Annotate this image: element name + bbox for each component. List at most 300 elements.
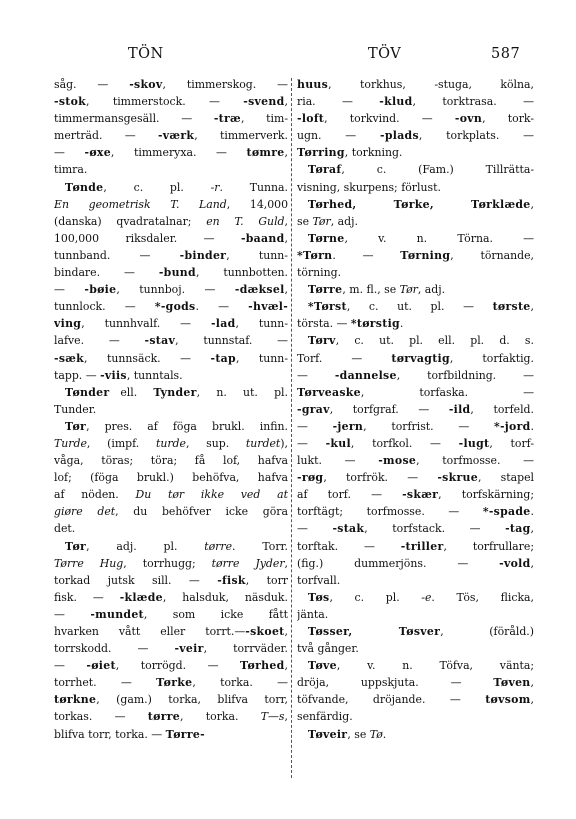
headword: Tørring (297, 146, 345, 160)
definition-text: , v. n. Töfva, vänta; (336, 659, 534, 673)
headword: -øxe (84, 146, 111, 160)
dictionary-line (297, 350, 534, 367)
definition-text: , torkhus, -stuga, kölna, (328, 78, 534, 91)
column-divider (291, 78, 292, 778)
dictionary-line (54, 589, 288, 606)
definition-text: , torfeld. (470, 402, 534, 416)
definition-text: , tork- (482, 112, 534, 126)
dictionary-line (54, 657, 288, 674)
definition-text: , 14,000 (226, 197, 288, 211)
definition-text: Tunder. (54, 402, 97, 416)
dictionary-line (297, 384, 534, 401)
definition-text (297, 591, 308, 604)
definition-text: , tim- (240, 112, 288, 126)
headword: Tør (64, 539, 87, 553)
definition-text: jänta. (297, 607, 329, 621)
dictionary-line (54, 606, 288, 623)
definition-text: , timmeryxa. — (110, 146, 247, 160)
italic-text: Tør (399, 283, 418, 297)
definition-text (297, 728, 308, 741)
definition-text: , v. n. Törna. — (344, 231, 534, 245)
definition-text: , torfrullare; (443, 539, 534, 553)
definition-text: , (284, 556, 288, 570)
definition-text: . (399, 317, 404, 331)
definition-text: . (530, 505, 534, 519)
headword: -dannelse (334, 368, 397, 382)
definition-text: 100,000 riksdaler. — (54, 231, 241, 245)
headword: Tøven (493, 676, 531, 690)
dictionary-line (297, 196, 534, 213)
dictionary-line (297, 623, 534, 640)
definition-text (54, 540, 65, 553)
definition-text: ), (280, 436, 288, 450)
headword: -baand (240, 231, 285, 245)
definition-text: — (54, 146, 85, 160)
definition-text: . — (332, 248, 401, 262)
headword: -triller (400, 539, 444, 553)
definition-text: timmermansgesäll. — (54, 112, 214, 126)
definition-text: , torrväder. (203, 642, 288, 656)
dictionary-line (297, 572, 534, 589)
headword: Tørhed, Tørke, Tørklæde (307, 197, 531, 211)
dictionary-line (54, 144, 288, 161)
definition-text: , torfrök. — (323, 471, 438, 485)
definition-text: , pres. af föga brukl. infin. (86, 419, 288, 433)
dictionary-line (54, 384, 288, 401)
definition-text: , du behöfver icke göra (115, 505, 288, 519)
dictionary-line (54, 230, 288, 247)
headword: -hvæl- (248, 300, 288, 314)
definition-text: fisk. — (54, 590, 120, 604)
headword: Tørke (156, 676, 193, 690)
dictionary-line (54, 281, 288, 298)
headword: Tøsser, Tøsver (307, 625, 441, 638)
headword: -røg (297, 471, 324, 485)
definition-text: , (530, 556, 534, 570)
headword: ving (54, 317, 82, 331)
headword: Tøs (307, 590, 330, 604)
dictionary-line (54, 161, 288, 178)
definition-text: lukt. — (297, 454, 379, 468)
definition-text: blifva torr, torka. — (54, 727, 166, 741)
definition-text: — (54, 659, 87, 673)
headword: -vold (499, 556, 531, 570)
definition-text: , c. pl. (103, 180, 211, 194)
definition-text: , torka. — (192, 676, 288, 690)
headword: Tøve (307, 659, 337, 673)
definition-text: lafve. — (54, 334, 145, 348)
definition-text: , (gam.) torka, blifva torr, (96, 693, 288, 707)
definition-text: , (530, 300, 534, 314)
definition-text: — (54, 283, 85, 297)
dictionary-line (297, 213, 534, 230)
definition-text: våga, töras; töra; få lof, hafva (54, 454, 288, 468)
definition-text: två gånger. (297, 642, 359, 656)
dictionary-line (54, 93, 288, 110)
headword: *-gods (154, 300, 196, 314)
headword: Tør (64, 419, 87, 433)
dictionary-line (297, 332, 534, 349)
definition-text (54, 181, 65, 194)
headword: -skoet (245, 625, 285, 638)
definition-text: , torkvind. — (324, 112, 455, 126)
dictionary-line (297, 657, 534, 674)
definition-text: tunnband. — (54, 248, 180, 262)
dictionary-line (297, 247, 534, 264)
definition-text: — (297, 522, 333, 536)
dictionary-line (54, 196, 288, 213)
definition-text: torkad jutsk sill. — (54, 573, 218, 587)
definition-text: , (284, 659, 288, 673)
headword: -klæde (119, 590, 163, 604)
italic-text: Tø (369, 727, 383, 741)
dictionary-line (54, 555, 288, 572)
dictionary-line (54, 179, 288, 196)
definition-text (297, 625, 308, 638)
dictionary-line (54, 503, 288, 520)
definition-text: , (284, 231, 288, 245)
headword: -bøie (84, 283, 117, 297)
definition-text: , tunnstaf. — (175, 334, 288, 348)
definition-text: af torf. — (297, 488, 403, 502)
definition-text: , törnande, (450, 248, 534, 262)
headword: *Tørst (307, 300, 347, 314)
headword: Tørning (400, 248, 451, 262)
definition-text: , (284, 283, 288, 297)
dictionary-line (54, 401, 288, 418)
definition-text: dröja, uppskjuta. — (297, 676, 494, 690)
dictionary-line (54, 538, 288, 555)
dictionary-line (297, 691, 534, 708)
definition-text: , timmerstock. — (86, 95, 244, 109)
left-column (54, 76, 288, 743)
definition-text: , (530, 693, 534, 707)
definition-text: , torfkol. — (350, 436, 459, 450)
definition-text: , tunnboj. — (116, 283, 235, 297)
dictionary-line (54, 127, 288, 144)
definition-text: , tunn- (235, 351, 288, 365)
dictionary-line (297, 93, 534, 110)
definition-text: (fig.) dummerjöns. — (297, 556, 500, 570)
headword: -lad (210, 317, 236, 331)
definition-text: , torrögd. — (115, 659, 240, 673)
italic-text: Tør (312, 214, 331, 228)
headword: Tønder (64, 385, 110, 399)
dictionary-line (297, 401, 534, 418)
dictionary-line (54, 367, 288, 384)
definition-text (297, 300, 308, 313)
definition-text: , adj. (417, 283, 446, 297)
italic-text: Du tør ikke ved at (135, 488, 288, 502)
headword: tørre (147, 710, 180, 724)
headword: Tørre (307, 283, 343, 297)
dictionary-line (297, 230, 534, 247)
headword: -stok (54, 95, 86, 109)
headword: -ovn (454, 112, 483, 126)
dictionary-line (297, 418, 534, 435)
headword: huus (297, 78, 329, 91)
definition-text: , (impf. (86, 436, 156, 450)
dictionary-line (297, 281, 534, 298)
dictionary-line (297, 469, 534, 486)
headword: -skær (402, 488, 439, 502)
headword: -værk (157, 129, 195, 143)
headword: -skov (129, 78, 163, 91)
definition-text: af nöden. (54, 488, 136, 502)
dictionary-line (297, 179, 534, 196)
dictionary-line (297, 127, 534, 144)
headword: *-jord (493, 419, 531, 433)
definition-text: ell. (109, 385, 154, 399)
definition-text: , torktrasa. — (412, 95, 534, 109)
dictionary-line (54, 298, 288, 315)
header-left-guide-word: TÖN (128, 46, 164, 62)
definition-text: senfärdig. (297, 710, 353, 724)
definition-text: , timmerskog. — (162, 78, 288, 91)
headword: -grav (297, 402, 330, 416)
italic-text: en T. Guld (206, 214, 285, 228)
definition-text: , torfbildning. — (396, 368, 534, 382)
definition-text: ria. — (297, 95, 380, 109)
headword: -bund (158, 266, 196, 280)
headword: tørste (492, 300, 531, 314)
headword: Tørveaske (297, 385, 361, 399)
definition-text: , tunn- (235, 317, 288, 331)
italic-text: tørre (204, 539, 233, 553)
italic-text: turdet (245, 436, 281, 450)
definition-text: , m. fl., se (342, 283, 400, 297)
headword: -sæk (54, 351, 85, 365)
headword: -jern (332, 419, 364, 433)
definition-text: . — (195, 300, 249, 314)
headword: -binder (179, 248, 227, 262)
headword: -dæksel (234, 283, 285, 297)
definition-text: , torfrist. — (363, 419, 494, 433)
dictionary-line (54, 264, 288, 281)
definition-text (54, 386, 65, 399)
definition-text: , (284, 625, 288, 638)
headword: -klud (379, 95, 413, 109)
definition-text: , (284, 710, 288, 724)
definition-text: , n. ut. pl. (196, 385, 288, 399)
right-column (297, 76, 534, 743)
definition-text: (danska) qvadratalnar; (54, 214, 207, 228)
definition-text: törning. (297, 266, 342, 280)
dictionary-line (297, 520, 534, 537)
dictionary-line (54, 350, 288, 367)
definition-text: , torr (245, 573, 288, 587)
definition-text: hvarken vått eller torrt.— (54, 625, 246, 638)
definition-text: , timmerverk. (194, 129, 288, 143)
dictionary-line (297, 674, 534, 691)
headword: tøvsom (485, 693, 531, 707)
italic-text: -r (210, 180, 220, 194)
definition-text: , (530, 676, 534, 690)
italic-text: turde (155, 436, 186, 450)
definition-text: merträd. — (54, 129, 158, 143)
headword: Tønde (64, 180, 104, 194)
headword: -veir (174, 642, 204, 656)
dictionary-line (297, 298, 534, 315)
definition-text: , torka. (180, 710, 261, 724)
definition-text: , c. pl. (329, 590, 422, 604)
definition-text: , (530, 197, 534, 211)
dictionary-line (54, 674, 288, 691)
headword: tørkne (54, 693, 97, 707)
headword: -ild (448, 402, 471, 416)
headword: -tap (210, 351, 236, 365)
definition-text: , c. ut. pl. ell. pl. d. s. (335, 334, 534, 348)
definition-text: , tunn- (226, 248, 288, 262)
dictionary-line (54, 418, 288, 435)
headword: Tørre- (165, 727, 205, 741)
dictionary-line (297, 589, 534, 606)
dictionary-line (297, 144, 534, 161)
definition-text: töfvande, dröjande. — (297, 693, 486, 707)
headword: -mundet (90, 607, 144, 621)
definition-text: — (297, 419, 333, 433)
headword: -øiet (86, 659, 116, 673)
definition-text: , torfaktig. (449, 351, 534, 365)
definition-text: tapp. — (54, 368, 101, 382)
dictionary-line (54, 469, 288, 486)
headword: -viis (100, 368, 127, 382)
headword: -mose (378, 454, 417, 468)
definition-text: visning, skurpens; förlust. (297, 180, 441, 194)
dictionary-line (297, 161, 534, 178)
definition-text (297, 659, 308, 672)
headword: -plads (380, 129, 419, 143)
dictionary-line (297, 503, 534, 520)
dictionary-line (297, 726, 534, 743)
headword: -loft (297, 112, 325, 126)
dictionary-line (297, 367, 534, 384)
definition-text: — (54, 607, 91, 621)
dictionary-line (54, 435, 288, 452)
definition-text: , (284, 146, 288, 160)
dictionary-line (297, 606, 534, 623)
definition-text: , (föråld.) (440, 625, 534, 638)
headword: -stak (332, 522, 365, 536)
definition-text: timra. (54, 163, 88, 177)
dictionary-line (297, 110, 534, 127)
dictionary-line (297, 640, 534, 657)
dictionary-line (297, 708, 534, 725)
italic-text: giøre det (54, 505, 116, 519)
headword: -stav (144, 334, 176, 348)
dictionary-line (297, 315, 534, 332)
definition-text: , tunntals. (126, 368, 183, 382)
italic-text: -e (421, 590, 432, 604)
definition-text: , adj. pl. (86, 539, 205, 553)
definition-text: torftägt; torfmosse. — (297, 505, 483, 519)
dictionary-line (54, 691, 288, 708)
definition-text: , tunnsäck. — (84, 351, 211, 365)
header-right-guide-word: TÖV (368, 46, 402, 62)
dictionary-line (297, 486, 534, 503)
definition-text: törsta. — (297, 317, 351, 331)
dictionary-line (54, 520, 288, 537)
dictionary-line (297, 435, 534, 452)
dictionary-columns (54, 76, 534, 796)
dictionary-line (54, 640, 288, 657)
dictionary-line (297, 452, 534, 469)
definition-text: , torfskärning; (438, 488, 534, 502)
italic-text: Turde (54, 436, 87, 450)
definition-text: se (297, 214, 313, 228)
definition-text: , c. ut. pl. — (346, 300, 493, 314)
definition-text: Torf. — (297, 351, 392, 365)
dictionary-line (54, 486, 288, 503)
definition-text (297, 163, 308, 176)
headword: Tøveir (307, 727, 348, 741)
definition-text: torfvall. (297, 573, 341, 587)
dictionary-line (297, 264, 534, 281)
headword: *-spade (482, 505, 531, 519)
headword: Tynder (153, 385, 197, 399)
definition-text: , halsduk, näsduk. (162, 590, 288, 604)
headword: -skrue (437, 471, 478, 485)
headword: tømre (246, 146, 285, 160)
definition-text (297, 232, 308, 245)
page-number: 587 (491, 46, 521, 62)
headword: Tøraf (307, 163, 342, 177)
definition-text: , som icke fått (143, 607, 288, 621)
dictionary-line (54, 247, 288, 264)
definition-text: , se (347, 727, 370, 741)
page-header (0, 46, 576, 68)
definition-text: , tunnhvalf. — (81, 317, 211, 331)
dictionary-line (54, 332, 288, 349)
definition-text: . Torr. (232, 539, 288, 553)
definition-text: . (382, 727, 387, 741)
definition-text: , (284, 214, 288, 228)
dictionary-line (54, 726, 288, 743)
definition-text: , torfstack. — (364, 522, 506, 536)
dictionary-line (297, 538, 534, 555)
definition-text: torftak. — (297, 539, 401, 553)
dictionary-line (54, 213, 288, 230)
definition-text: , torf- (489, 436, 534, 450)
headword: *Tørn (297, 248, 333, 262)
italic-text: T—s (260, 710, 285, 724)
definition-text: torrhet. — (54, 676, 157, 690)
definition-text: , stapel (477, 471, 534, 485)
headword: tørvagtig (391, 351, 450, 365)
headword: Tørne (307, 231, 345, 245)
definition-text: — (297, 436, 326, 450)
dictionary-line (54, 315, 288, 332)
definition-text (297, 334, 308, 347)
headword: -svend (243, 95, 285, 109)
definition-text: . (530, 419, 534, 433)
dictionary-line (54, 572, 288, 589)
definition-text: , torrhugg; (123, 556, 212, 570)
definition-text: , sup. (185, 436, 246, 450)
definition-text: tunnlock. — (54, 300, 155, 314)
dictionary-line (54, 623, 288, 640)
definition-text: , torfgraf. — (329, 402, 449, 416)
definition-text: det. (54, 522, 76, 536)
italic-text: En geometrisk T. Land (54, 197, 227, 211)
dictionary-line (54, 110, 288, 127)
definition-text: , tunnbotten. (195, 266, 288, 280)
dictionary-line (54, 708, 288, 725)
definition-text (297, 283, 308, 296)
headword: -træ (213, 112, 241, 126)
dictionary-line (297, 555, 534, 572)
headword: -kul (325, 436, 351, 450)
